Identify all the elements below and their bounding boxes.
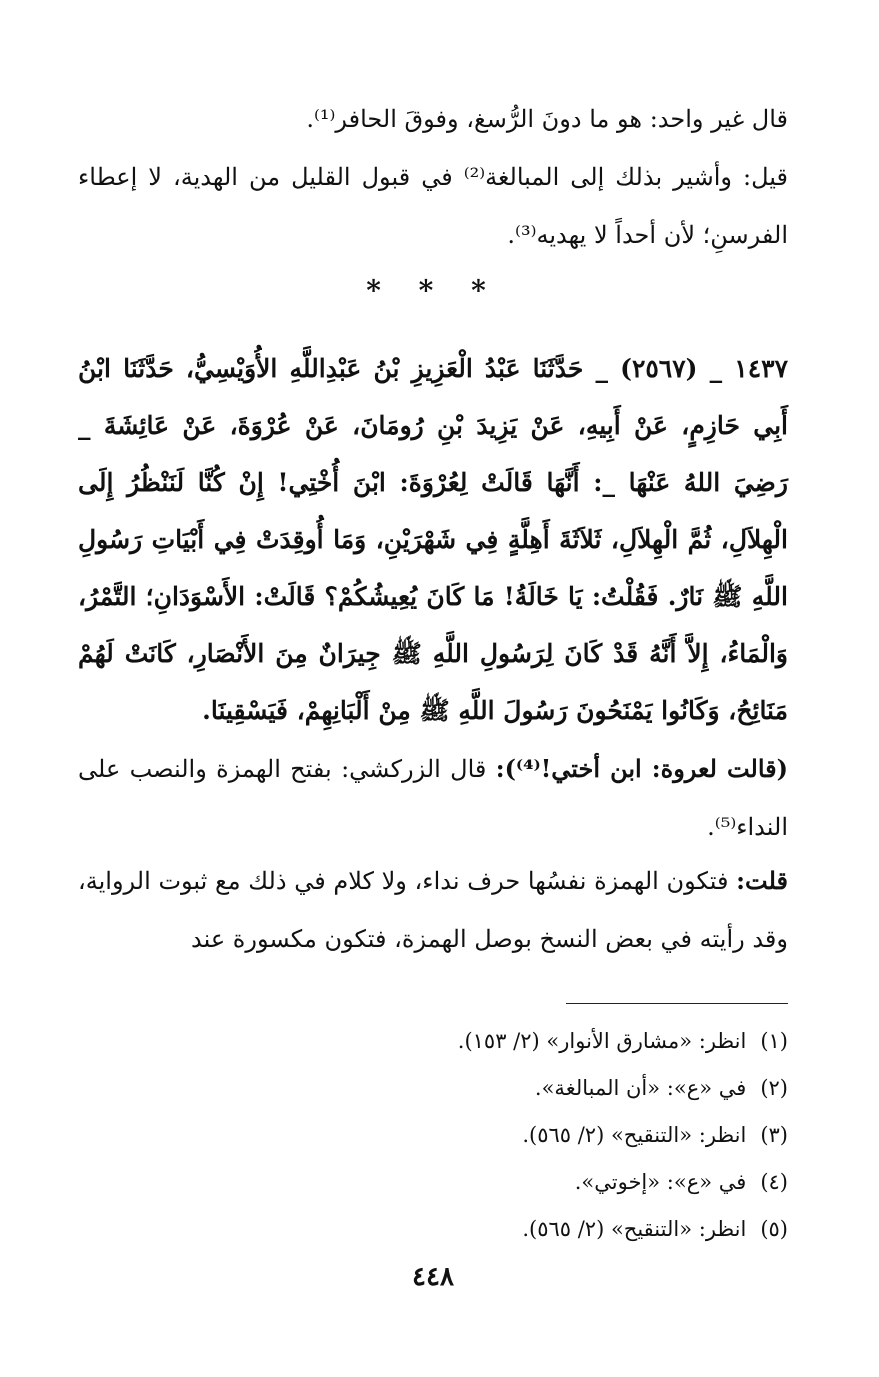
footnote-text: انظر: «التنقيح» (٢/ ٥٦٥). (522, 1123, 747, 1147)
footnote-text: في «ع»: «إخوتي». (574, 1170, 747, 1194)
footnote-item (78, 1018, 788, 1065)
commentary-paragraph-4 (78, 852, 788, 968)
footnote-text: انظر: «التنقيح» (٢/ ٥٦٥). (522, 1217, 747, 1241)
footnotes-list (78, 1018, 788, 1253)
commentary-paragraph-2: قيل: وأشير بذلك إلى المبالغة⁽²⁾ في قبول القليل من الهدية، لا إعطاء الفرسنِ؛ لأن أحداً لا يهديه⁽³⁾. (78, 163, 788, 249)
paragraph-lead: قلت: (736, 866, 788, 895)
footnote-text: انظر: «مشارق الأنوار» (٢/ ١٥٣). (457, 1029, 747, 1053)
footnote-text: في «ع»: «أن المبالغة». (534, 1076, 747, 1100)
footnote-item (78, 1206, 788, 1253)
footnote-number: (٥) (760, 1217, 788, 1241)
section-separator: * * * (366, 274, 500, 307)
footnote-divider (566, 1003, 788, 1004)
footnote-item (78, 1065, 788, 1112)
hadith-text: ١٤٣٧ _ (٢٥٦٧) _ حَدَّثَنَا عَبْدُ الْعَزِيزِ بْنُ عَبْدِاللَّهِ الأُوَيْسِيُّ، حَدَّثَنَا ابْنُ أَبِي حَازِمٍ، عَنْ أَبِيهِ، عَنْ يَزِيدَ بْنِ رُومَانَ، عَنْ عُرْوَةَ، عَنْ عَائِشَةَ _ رَضِيَ اللهُ عَنْهَا _: أَنَّهَا قَالَتْ لِعُرْوَةَ: ابْنَ أُخْتِي! إِنْ كُنَّا لَنَنْظُرُ إِلَى الْهِلاَلِ، ثُمَّ الْهِلاَلِ، ثَلاَثَةَ أَهِلَّةٍ فِي شَهْرَيْنِ، وَمَا أُوقِدَتْ فِي أَبْيَاتِ رَسُولِ اللَّهِ ﷺ نَارٌ. فَقُلْتُ: يَا خَالَةُ! مَا كَانَ يُعِيشُكُمْ؟ قَالَتْ: الأَسْوَدَانِ؛ التَّمْرُ، وَالْمَاءُ، إِلاَّ أَنَّهُ قَدْ كَانَ لِرَسُولِ اللَّهِ ﷺ جِيرَانٌ مِنَ الأَنْصَارِ، كَانَتْ لَهُمْ مَنَائِحُ، وَكَانُوا يَمْنَحُونَ رَسُولَ اللَّهِ ﷺ مِنْ أَلْبَانِهِمْ، فَيَسْقِينَا. (78, 354, 788, 725)
paragraph-body: قال الزركشي: بفتح الهمزة والنصب على النداء⁽⁵⁾. (78, 755, 788, 841)
footnote-number: (٣) (760, 1123, 788, 1147)
footnote-item (78, 1159, 788, 1206)
footnote-number: (٢) (760, 1076, 788, 1100)
footnote-number: (١) (760, 1029, 788, 1053)
commentary-paragraph-3 (78, 740, 788, 856)
paragraph-body: فتكون الهمزة نفسُها حرف نداء، ولا كلام في ذلك مع ثبوت الرواية، وقد رأيته في بعض النسخ بوصل الهمزة، فتكون مكسورة عند (78, 867, 788, 953)
footnote-number: (٤) (760, 1170, 788, 1194)
footnote-item (78, 1112, 788, 1159)
quoted-phrase: (قالت لعروة: ابن أختي!⁽⁴⁾): (495, 754, 789, 783)
commentary-paragraph-1: قال غير واحد: هو ما دونَ الرُّسغ، وفوقَ الحافر⁽¹⁾. (306, 105, 788, 133)
book-page (78, 0, 788, 1377)
page-number: ٤٤٨ (412, 1262, 454, 1292)
